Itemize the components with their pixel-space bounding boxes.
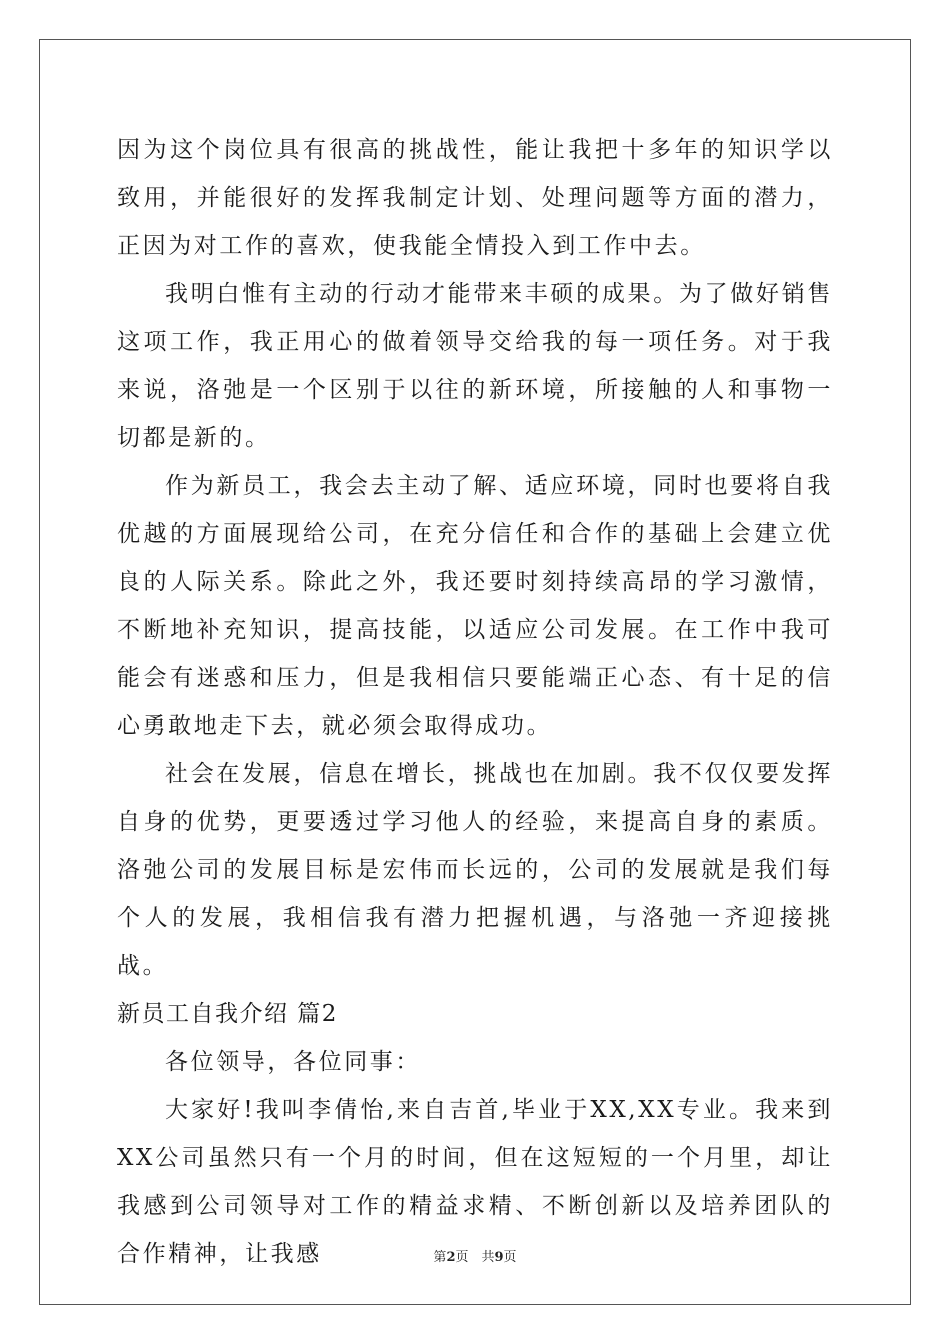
paragraph-1: 因为这个岗位具有很高的挑战性，能让我把十多年的知识学以致用，并能很好的发挥我制定计划、处理问题等方面的潜力，正因为对工作的喜欢，使我能全情投入到工作中去。 [117,137,833,259]
footer-total-pages: 9 [494,1250,504,1265]
paragraph-4: 社会在发展，信息在增长，挑战也在加剧。我不仅仅要发挥自身的优势，更要透过学习他人的经验，来提高自身的素质。洛弛公司的发展目标是宏伟而长远的，公司的发展就是我们每个人的发展，我相信我有潜力把握机遇，与洛弛一齐迎接挑战。 [117,761,833,979]
section-heading: 新员工自我介绍 篇2 [117,1001,338,1027]
footer-middle: 页 共 [455,1250,495,1265]
paragraph-3: 作为新员工，我会去主动了解、适应环境，同时也要将自我优越的方面展现给公司，在充分信任和合作的基础上会建立优良的人际关系。除此之外，我还要时刻持续高昂的学习激情，不断地补充知识，提高技能，以适应公司发展。在工作中我可能会有迷惑和压力，但是我相信只要能端正心态、有十足的信心勇敢地走下去，就必须会取得成功。 [117,473,833,739]
document-body [117,126,833,1278]
footer-current-page: 2 [446,1250,456,1265]
paragraph-6: 大家好!我叫李倩怡,来自吉首,毕业于XX,XX专业。我来到XX公司虽然只有一个月的时间，但在这短短的一个月里，却让我感到公司领导对工作的精益求精、不断创新以及培养团队的合作精神，让我感 [117,1097,833,1267]
page-footer [0,1246,950,1265]
footer-suffix: 页 [503,1250,517,1265]
footer-prefix: 第 [433,1250,447,1265]
greeting-paragraph: 各位领导，各位同事： [165,1049,421,1075]
paragraph-2: 我明白惟有主动的行动才能带来丰硕的成果。为了做好销售这项工作，我正用心的做着领导交给我的每一项任务。对于我来说，洛弛是一个区别于以往的新环境，所接触的人和事物一切都是新的。 [117,281,833,451]
